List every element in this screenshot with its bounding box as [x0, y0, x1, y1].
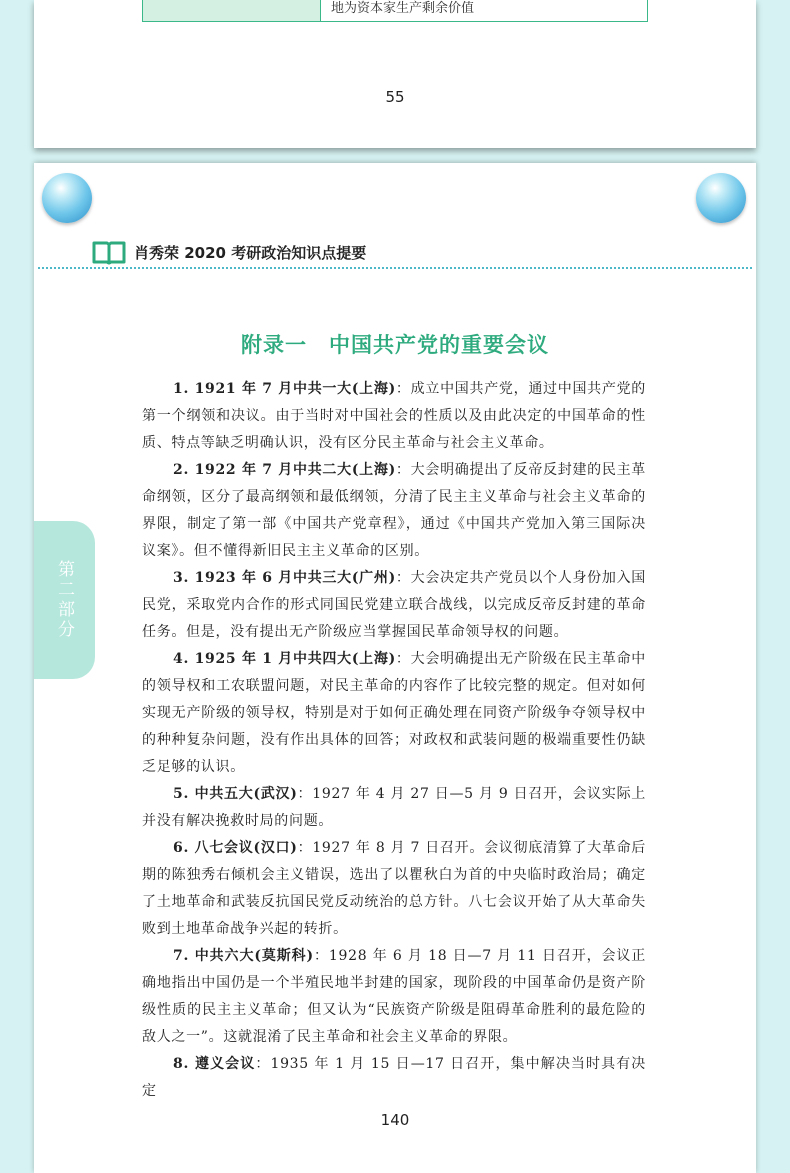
paragraph-lead: 6. 八七会议(汉口): [173, 840, 298, 856]
table-cell-right: 地为资本家生产剩余价值: [331, 1, 475, 16]
decorative-ball-icon: [42, 173, 92, 223]
running-header: [92, 237, 366, 267]
summary-table-row: [142, 0, 648, 22]
paragraph-text: ：大会明确提出了反帝反封建的民主革命纲领，区分了最高纲领和最低纲领，分清了民主主义革命与社会主义革命的界限，制定了第一部《中国共产党章程》，通过《中国共产党加入第三国际决议案》。但不懂得新旧民主主义革命的区别。: [142, 462, 647, 559]
page-number-bottom: 140: [380, 1111, 410, 1129]
previous-page: [34, 0, 756, 148]
paragraph-lead: 7. 中共六大(莫斯科): [173, 948, 314, 964]
paragraph-text: ：1928 年 6 月 18 日—7 月 11 日召开，会议正确地指出中国仍是一个半殖民地半封建的国家，现阶段的中国革命仍是资产阶级性质的民主主义革命；但又认为“民族资产阶级是阻碍革命胜利的最危险的敌人之一”。这就混淆了民主革命和社会主义革命的界限。: [142, 948, 646, 1045]
paragraph: [142, 1051, 646, 1105]
paragraph-lead: 2. 1922 年 7 月中共二大(上海): [173, 462, 396, 478]
paragraph-text: ：1927 年 4 月 27 日—5 月 9 日召开，会议实际上并没有解决挽救时局的问题。: [142, 786, 646, 829]
decorative-ball-icon: [696, 173, 746, 223]
side-tab-label: 第二部分: [54, 560, 74, 640]
paragraph-text: ：大会明确提出无产阶级在民主革命中的领导权和工农联盟问题，对民主革命的内容作了比较完整的规定。但对如何实现无产阶级的领导权，特别是对于如何正确处理在同资产阶级争夺领导权中的种种复杂问题，没有作出具体的回答；对政权和武装问题的极端重要性仍缺乏足够的认识。: [142, 651, 647, 775]
paragraph: [142, 835, 646, 943]
paragraph: [142, 646, 646, 781]
paragraph: [142, 565, 646, 646]
paragraph: [142, 457, 646, 565]
paragraph-lead: 1. 1921 年 7 月中共一大(上海): [173, 381, 396, 397]
paragraph: [142, 943, 646, 1051]
table-cell-left: [143, 0, 321, 21]
paragraph-text: ：1927 年 8 月 7 日召开。会议彻底清算了大革命后期的陈独秀右倾机会主义错误，选出了以瞿秋白为首的中央临时政治局；确定了土地革命和武装反抗国民党反动统治的总方针。八七会议开始了从大革命失败到土地革命战争兴起的转折。: [142, 840, 647, 937]
paragraph-lead: 3. 1923 年 6 月中共三大(广州): [173, 570, 396, 586]
paragraph: [142, 781, 646, 835]
paragraph-text: ：成立中国共产党，通过中国共产党的第一个纲领和决议。由于当时对中国社会的性质以及由此决定的中国革命的性质、特点等缺乏明确认识，没有区分民主革命与社会主义革命。: [142, 381, 647, 451]
paragraph: [142, 376, 646, 457]
body-text: [142, 376, 646, 1105]
section-side-tab: [34, 521, 95, 679]
header-title: 肖秀荣 2020 考研政治知识点提要: [134, 243, 367, 262]
current-page: [34, 163, 756, 1173]
paragraph-text: ：大会决定共产党员以个人身份加入国民党，采取党内合作的形式同国民党建立联合战线，以完成反帝反封建的革命任务。但是，没有提出无产阶级应当掌握国民革命领导权的问题。: [142, 570, 647, 640]
paragraph-lead: 4. 1925 年 1 月中共四大(上海): [173, 651, 396, 667]
paragraph-text: ：1935 年 1 月 15 日—17 日召开，集中解决当时具有决定: [142, 1056, 647, 1099]
paragraph-lead: 8. 遵义会议: [173, 1056, 256, 1072]
chapter-title: 附录一 中国共产党的重要会议: [241, 333, 549, 357]
page-number-top: 55: [385, 88, 405, 106]
dotted-divider: [38, 267, 752, 269]
open-book-icon: [92, 239, 126, 265]
paragraph-lead: 5. 中共五大(武汉): [173, 786, 298, 802]
